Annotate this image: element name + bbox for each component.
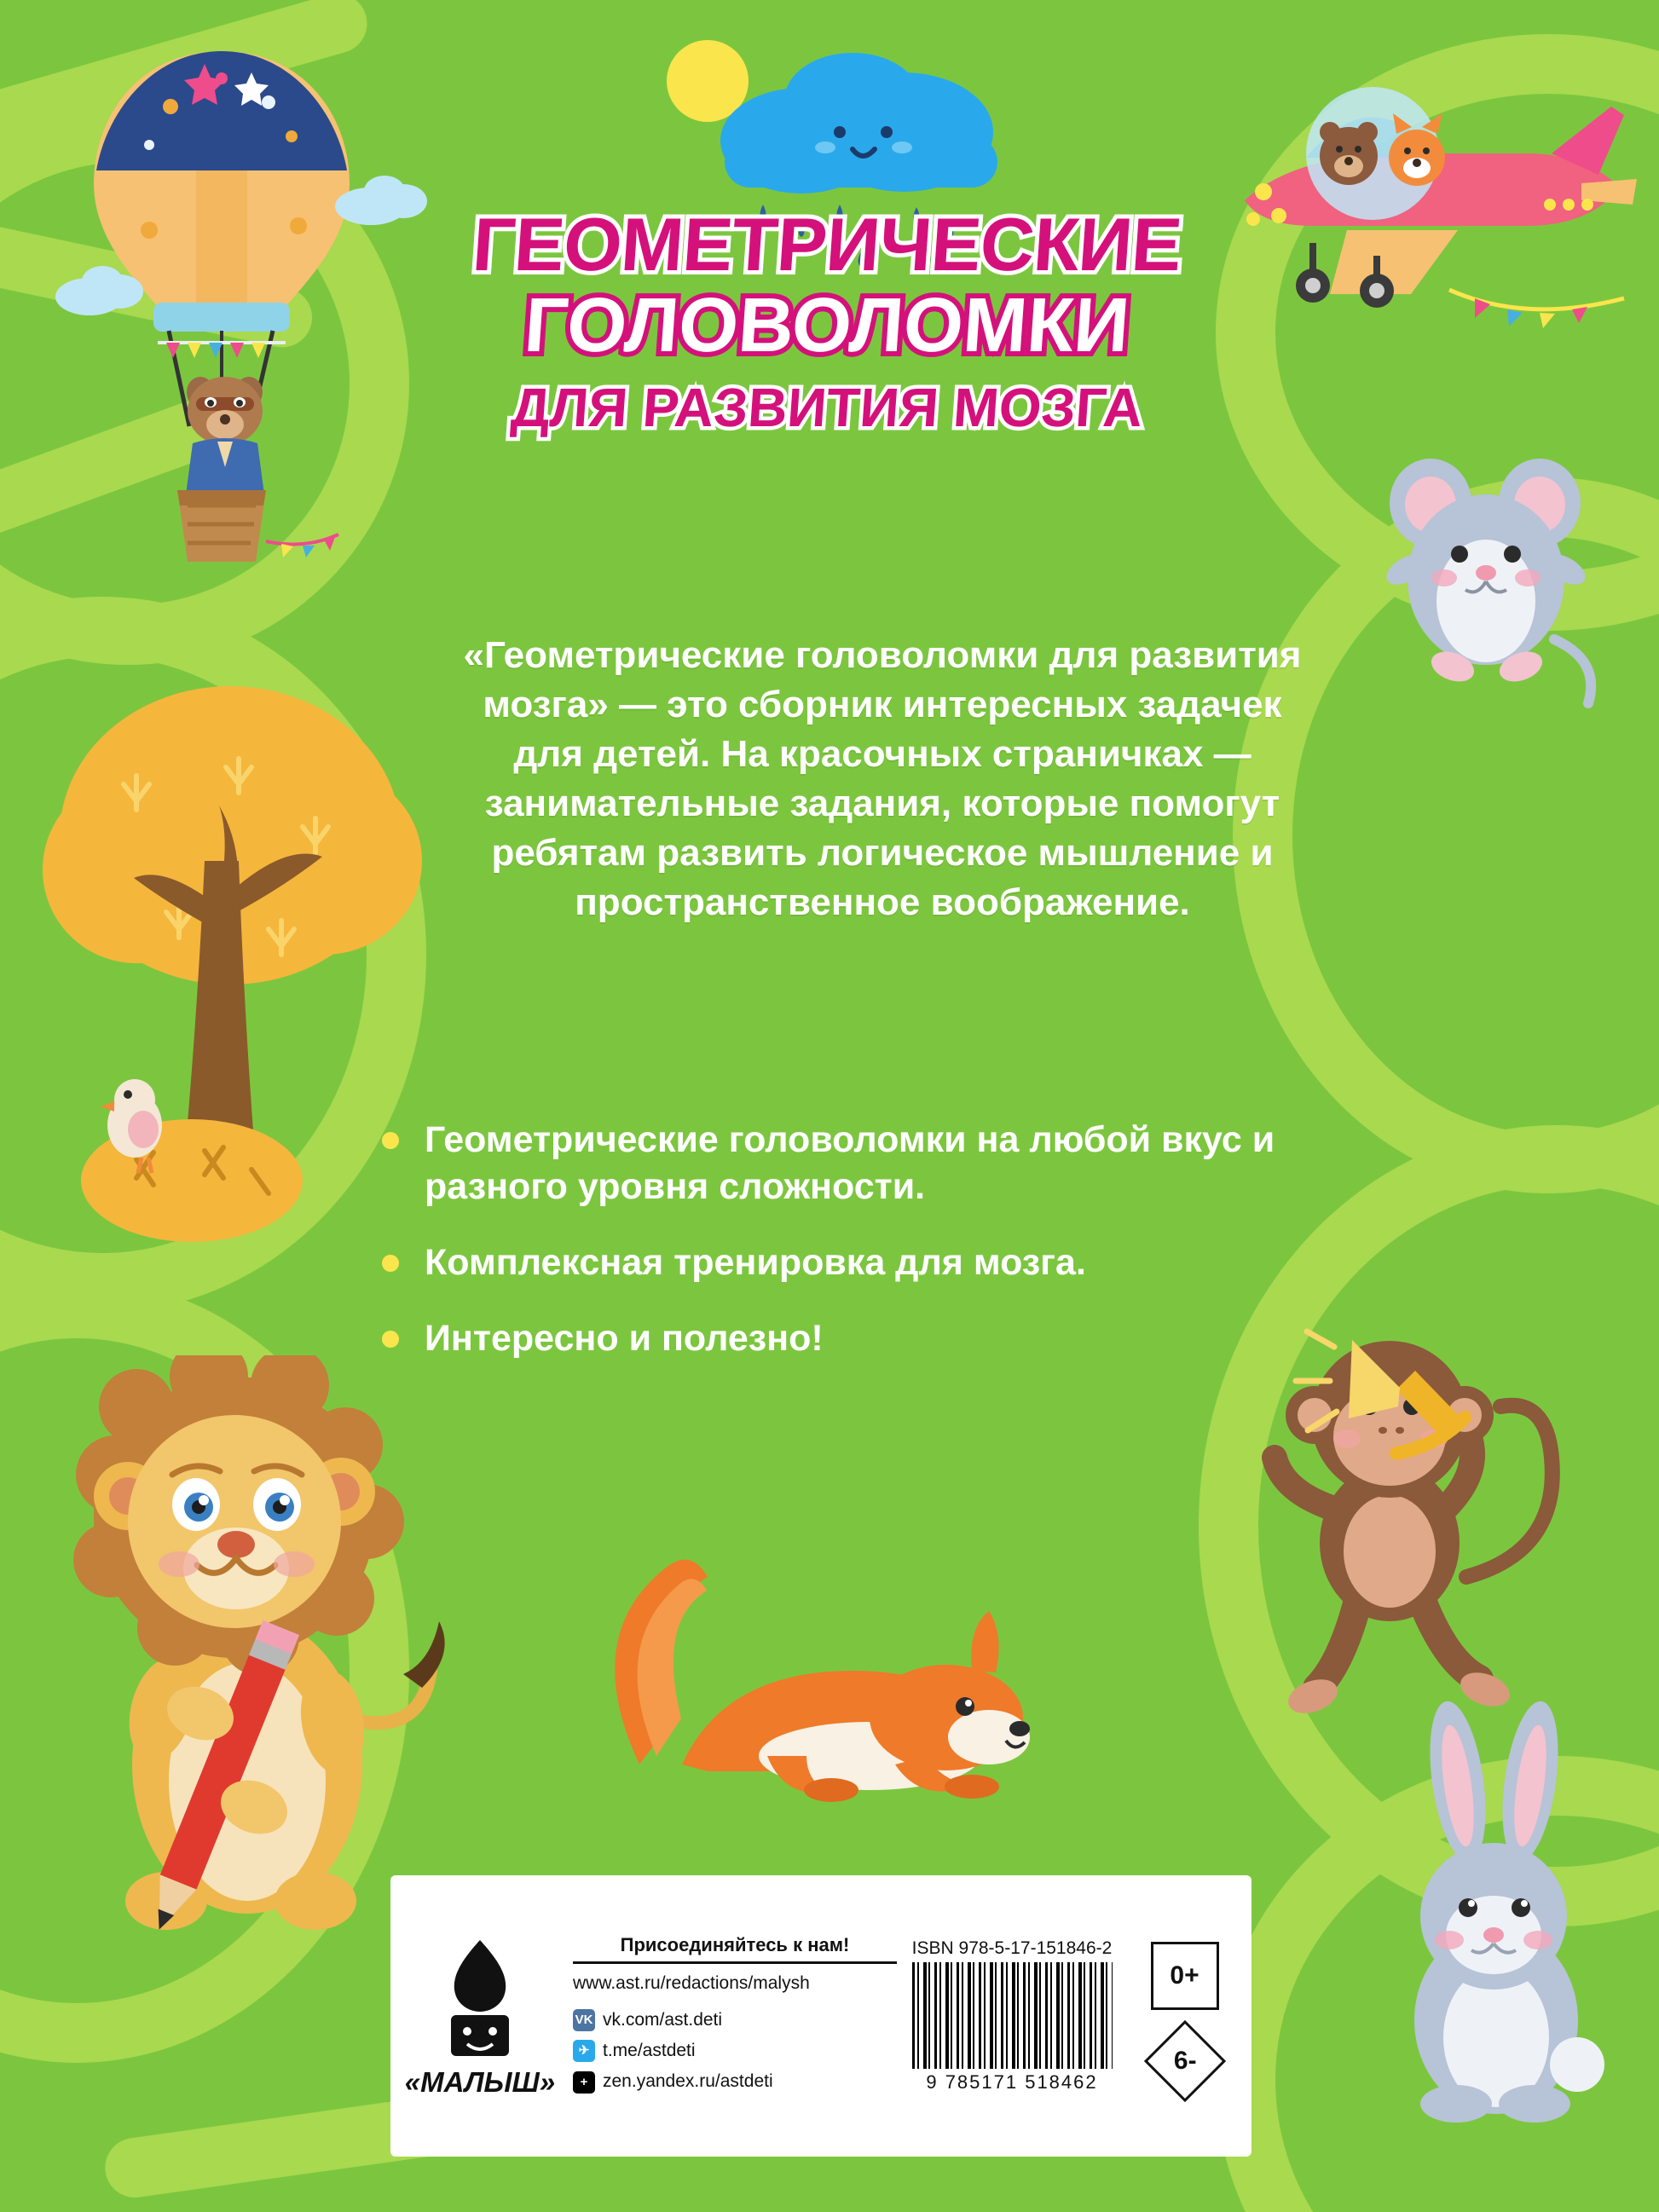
list-item — [375, 1117, 1364, 1210]
bullet-text: Интересно и полезно! — [425, 1318, 824, 1360]
publisher-name: «МАЛЫШ» — [404, 2066, 556, 2098]
contacts-block — [569, 1932, 897, 2100]
squirrel-illustration — [529, 1509, 1057, 1841]
age-rating-secondary-label: 6- — [1173, 2047, 1196, 2075]
barcode-digits: 9 785171 518462 — [926, 2071, 1098, 2093]
bullet-text: Комплексная тренировка для мозга. — [425, 1242, 1086, 1284]
feature-bullets — [375, 1117, 1364, 1391]
list-item — [375, 1239, 1364, 1286]
bullet-dot-icon — [382, 1331, 399, 1348]
isbn-text: ISBN 978-5-17-151846-2 — [911, 1938, 1113, 1958]
social-link-telegram[interactable] — [573, 2038, 897, 2064]
airplane-with-bear-and-fox — [1194, 72, 1637, 362]
publisher-info-panel — [390, 1875, 1251, 2157]
age-rating-block — [1127, 1942, 1242, 2090]
malysh-logo-icon — [429, 1933, 531, 2061]
vk-icon: VK — [573, 2009, 595, 2031]
publisher-logo — [390, 1875, 569, 2157]
rabbit-illustration — [1364, 1696, 1637, 2140]
barcode-block — [897, 1938, 1127, 2094]
barcode-image — [912, 1962, 1113, 2069]
social-label: vk.com/ast.deti — [603, 2009, 723, 2030]
title-line-2: ГОЛОВОЛОМКИ — [522, 282, 1133, 368]
title-line-1: ГЕОМЕТРИЧЕСКИЕ — [470, 202, 1184, 286]
age-rating-secondary — [1143, 2020, 1225, 2102]
bullet-text: Геометрические головоломки на любой вкус и разного уровня сложности. — [425, 1119, 1275, 1208]
join-label: Присоединяйтесь к нам! — [573, 1932, 897, 1964]
zen-icon: + — [573, 2071, 595, 2094]
list-item — [375, 1315, 1364, 1362]
mouse-illustration — [1371, 443, 1618, 725]
autumn-tree-illustration — [34, 648, 426, 1279]
description-text: «Геометрические головоломки для развития мозга» — это сборник интересных задачек для детей. На красочных страничках — занимательные задания, которые помогут ребятам развить логическое мышление и пространственное воображение. — [463, 634, 1302, 924]
social-label: t.me/astdeti — [603, 2040, 696, 2060]
page-title — [443, 202, 1211, 439]
age-rating-primary: 0+ — [1151, 1942, 1219, 2010]
bullet-dot-icon — [382, 1132, 399, 1149]
website-link[interactable]: www.ast.ru/redactions/malysh — [573, 1973, 810, 1994]
social-label: zen.yandex.ru/astdeti — [603, 2071, 773, 2092]
small-clouds-icon — [51, 256, 171, 324]
title-line-3: ДЛЯ РАЗВИТИЯ МОЗГА — [509, 377, 1145, 439]
telegram-icon: ✈ — [573, 2040, 595, 2062]
bullet-dot-icon — [382, 1255, 399, 1272]
social-link-vk[interactable] — [573, 2007, 897, 2033]
small-clouds-icon — [328, 162, 448, 239]
social-link-zen[interactable] — [573, 2069, 897, 2094]
